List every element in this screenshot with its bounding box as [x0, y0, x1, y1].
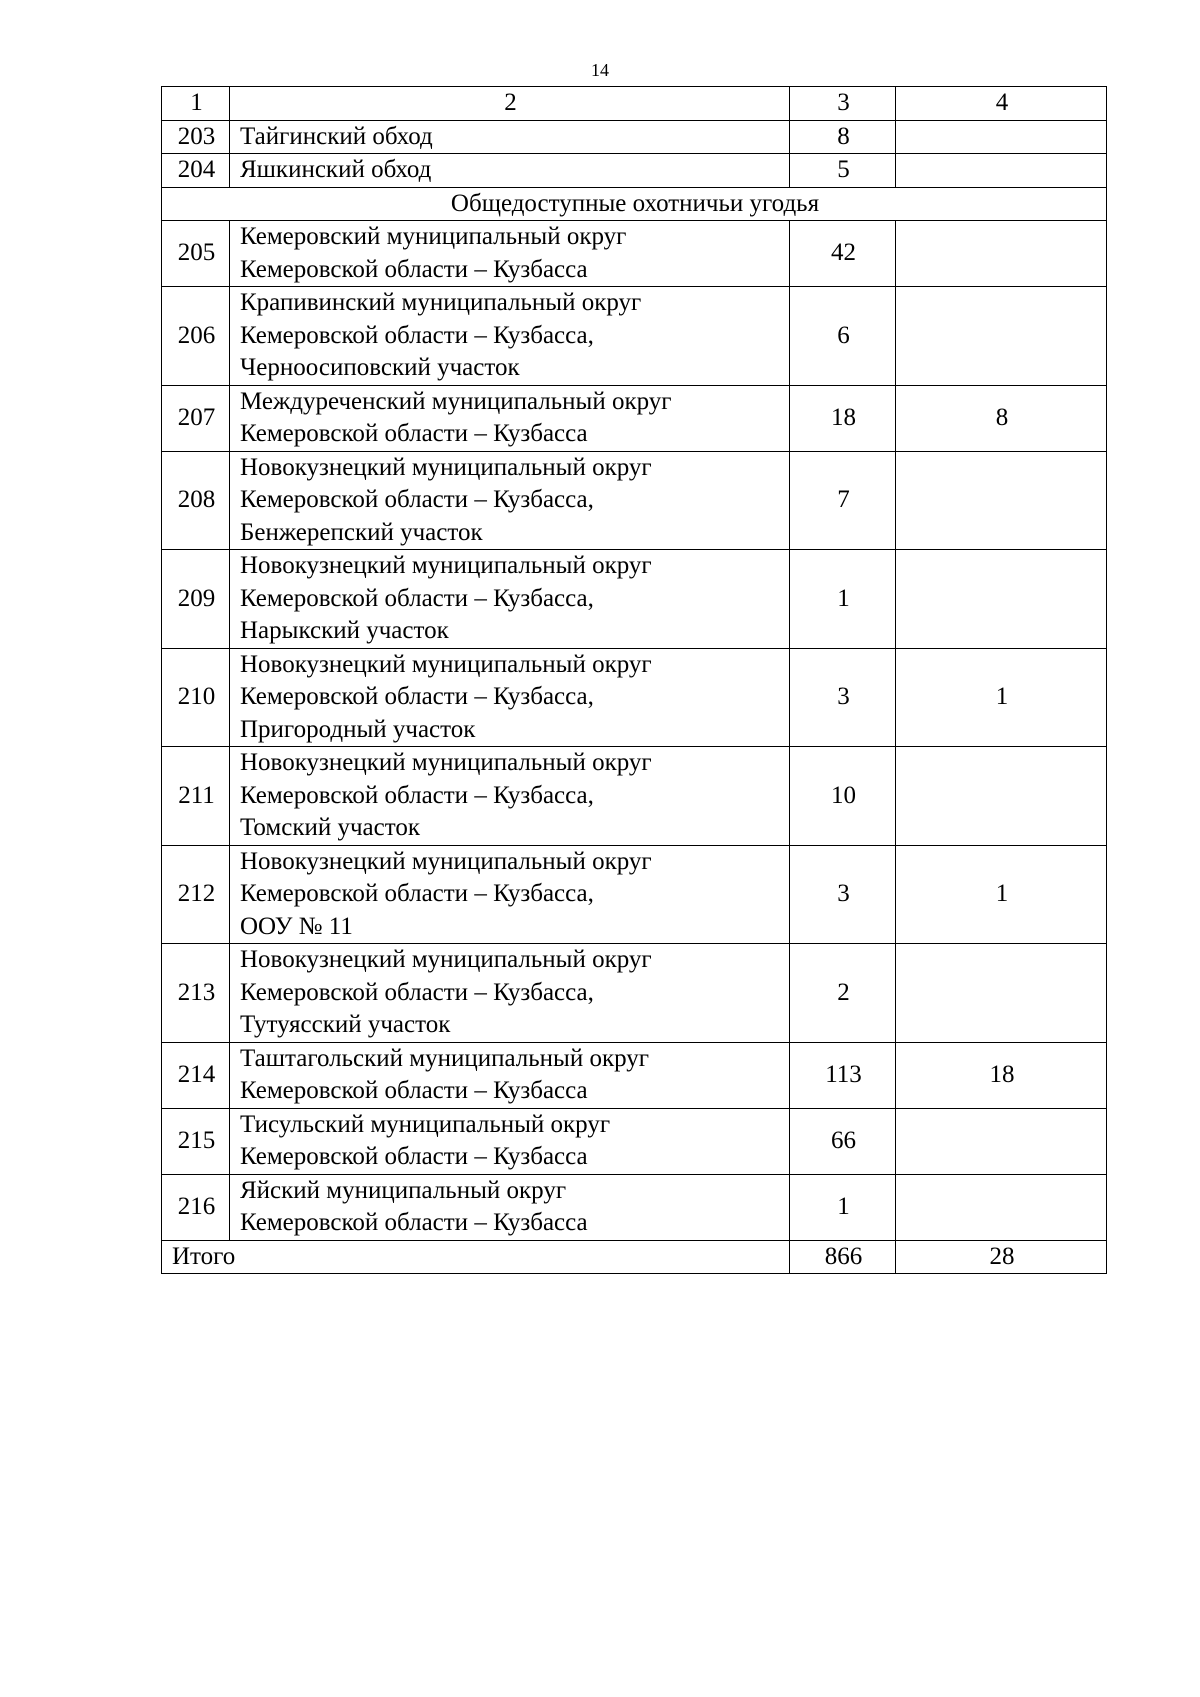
table-row: [162, 1108, 1107, 1174]
row-name-line: Кемеровской области – Кузбасса,: [240, 880, 594, 907]
row-name-line: Черноосиповский участок: [240, 354, 520, 381]
table-row: [162, 1042, 1107, 1108]
row-number: 211: [162, 747, 230, 846]
row-value-4: [896, 1108, 1107, 1174]
row-value-4: 1: [896, 648, 1107, 747]
table-row: [162, 550, 1107, 649]
row-name-line: Тутуясский участок: [240, 1011, 451, 1038]
header-cell-1: 1: [162, 87, 230, 121]
row-value-3: 2: [790, 944, 896, 1043]
row-name: [230, 747, 790, 846]
row-value-4: 1: [896, 845, 1107, 944]
table-row: [162, 944, 1107, 1043]
row-name-line: Яшкинский обход: [240, 156, 432, 183]
table-row: [162, 648, 1107, 747]
row-name-line: ООУ № 11: [240, 912, 353, 940]
row-value-3: 5: [790, 154, 896, 188]
row-number: 205: [162, 221, 230, 287]
table-row: [162, 747, 1107, 846]
row-name-line: Кемеровской области – Кузбасса,: [240, 584, 594, 612]
table-row: [162, 221, 1107, 287]
section-title: Общедоступные охотничьи угодья: [162, 187, 1107, 221]
row-name-line: Кемеровской области – Кузбасса,: [240, 321, 594, 349]
row-value-4: [896, 221, 1107, 287]
row-name-line: Таштагольский муниципальный округ: [240, 1044, 650, 1072]
row-number: 208: [162, 451, 230, 550]
table-row: [162, 451, 1107, 550]
row-name-line: Кемеровской области – Кузбасса: [240, 1077, 588, 1104]
row-name: [230, 550, 790, 649]
row-value-4: [896, 120, 1107, 154]
page-number: 14: [591, 60, 609, 80]
row-name: [230, 845, 790, 944]
row-number: 213: [162, 944, 230, 1043]
row-value-3: 1: [790, 550, 896, 649]
row-name: [230, 944, 790, 1043]
row-name-line: Кемеровской области – Кузбасса,: [240, 781, 594, 809]
row-name: [230, 1174, 790, 1240]
row-name: [230, 1108, 790, 1174]
row-name-line: Кемеровской области – Кузбасса: [240, 1209, 588, 1236]
row-value-4: [896, 287, 1107, 386]
row-number: 209: [162, 550, 230, 649]
row-number: 206: [162, 287, 230, 386]
row-name: [230, 385, 790, 451]
row-name: [230, 287, 790, 386]
row-value-3: 8: [790, 120, 896, 154]
row-name: [230, 1042, 790, 1108]
row-name-line: Кемеровской области – Кузбасса,: [240, 978, 594, 1006]
total-label: Итого: [162, 1240, 790, 1274]
total-value-3: 866: [790, 1240, 896, 1274]
row-name-line: Томский участок: [240, 814, 420, 841]
row-number: 215: [162, 1108, 230, 1174]
row-name: [230, 120, 790, 154]
header-cell-3: 3: [790, 87, 896, 121]
row-name: [230, 648, 790, 747]
row-name-line: Кемеровской области – Кузбасса: [240, 255, 588, 283]
table-row: [162, 1174, 1107, 1240]
row-number: 212: [162, 845, 230, 944]
row-name-line: Новокузнецкий муниципальный округ: [240, 453, 652, 481]
row-name-line: Междуреченский муниципальный округ: [240, 387, 672, 415]
row-value-4: 18: [896, 1042, 1107, 1108]
row-value-3: 42: [790, 221, 896, 287]
row-value-4: [896, 154, 1107, 188]
row-value-3: 6: [790, 287, 896, 386]
row-name: [230, 154, 790, 188]
row-value-3: 7: [790, 451, 896, 550]
row-name-line: Новокузнецкий муниципальный округ: [240, 552, 652, 579]
row-value-4: 8: [896, 385, 1107, 451]
row-value-4: [896, 944, 1107, 1043]
total-row: [162, 1240, 1107, 1274]
row-name-line: Кемеровской области – Кузбасса,: [240, 683, 594, 710]
row-value-4: [896, 747, 1107, 846]
table-row: [162, 154, 1107, 188]
row-number: 207: [162, 385, 230, 451]
row-name-line: Тайгинский обход: [240, 122, 433, 150]
row-name-line: Новокузнецкий муниципальный округ: [240, 847, 652, 875]
row-name-line: Новокузнецкий муниципальный округ: [240, 749, 652, 776]
row-value-4: [896, 451, 1107, 550]
row-name-line: Кемеровский муниципальный округ: [240, 223, 627, 250]
row-name-line: Кемеровской области – Кузбасса: [240, 420, 588, 447]
row-name-line: Кемеровской области – Кузбасса: [240, 1143, 588, 1170]
row-name: [230, 221, 790, 287]
row-value-3: 66: [790, 1108, 896, 1174]
table-body: [162, 87, 1107, 1274]
row-number: 203: [162, 120, 230, 154]
row-number: 216: [162, 1174, 230, 1240]
row-value-4: [896, 1174, 1107, 1240]
row-name-line: Тисульский муниципальный округ: [240, 1110, 611, 1138]
header-cell-4: 4: [896, 87, 1107, 121]
row-name-line: Кемеровской области – Кузбасса,: [240, 486, 594, 513]
row-name-line: Яйский муниципальный округ: [240, 1176, 567, 1204]
row-value-3: 18: [790, 385, 896, 451]
table-row: [162, 120, 1107, 154]
row-name-line: Бенжерепский участок: [240, 518, 483, 546]
row-name-line: Пригородный участок: [240, 715, 476, 743]
total-value-4: 28: [896, 1240, 1107, 1274]
table-header-row: [162, 87, 1107, 121]
header-cell-2: 2: [230, 87, 790, 121]
hunting-grounds-table: [161, 86, 1107, 1274]
row-name-line: Новокузнецкий муниципальный округ: [240, 946, 652, 973]
table-row: [162, 385, 1107, 451]
row-value-3: 1: [790, 1174, 896, 1240]
row-value-3: 3: [790, 648, 896, 747]
row-number: 214: [162, 1042, 230, 1108]
row-name: [230, 451, 790, 550]
row-name-line: Новокузнецкий муниципальный округ: [240, 650, 652, 678]
row-number: 210: [162, 648, 230, 747]
row-name-line: Нарыкский участок: [240, 617, 449, 644]
row-value-4: [896, 550, 1107, 649]
table-row: [162, 287, 1107, 386]
row-value-3: 10: [790, 747, 896, 846]
row-value-3: 113: [790, 1042, 896, 1108]
row-value-3: 3: [790, 845, 896, 944]
table-row: [162, 845, 1107, 944]
section-row: [162, 187, 1107, 221]
row-name-line: Крапивинский муниципальный округ: [240, 289, 642, 316]
row-number: 204: [162, 154, 230, 188]
